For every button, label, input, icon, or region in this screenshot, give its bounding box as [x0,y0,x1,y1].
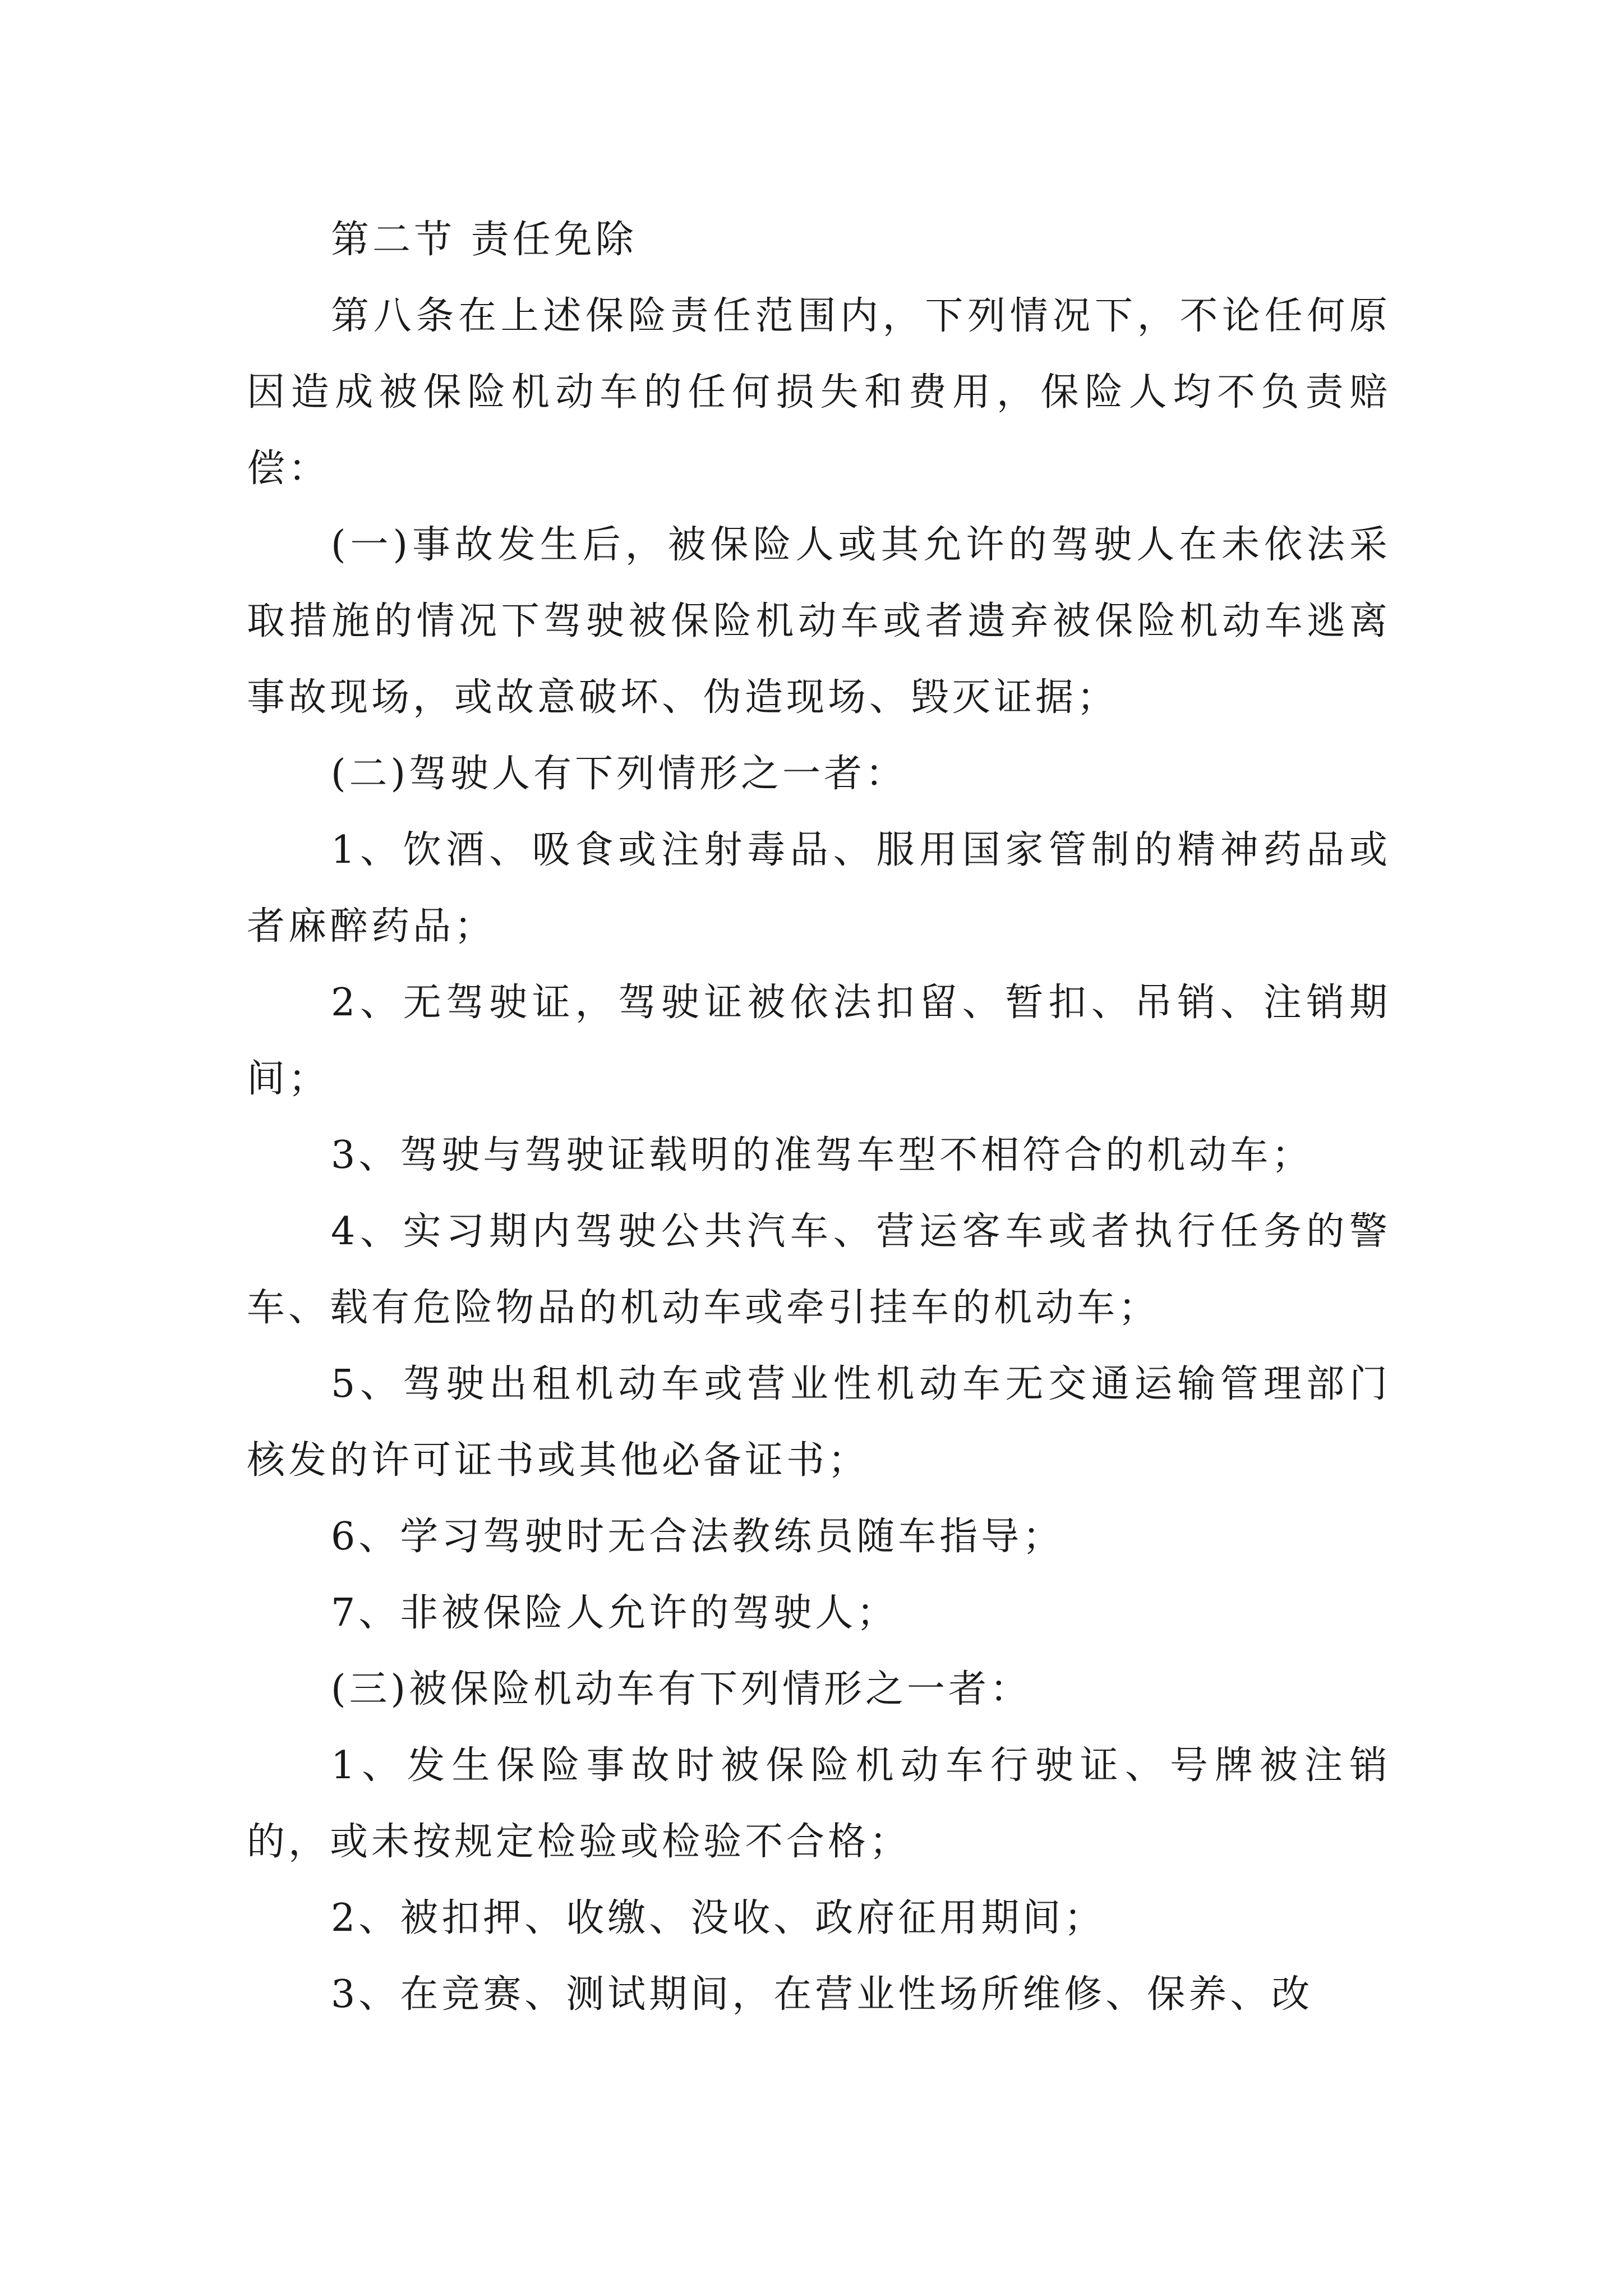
article-paragraph: 第八条在上述保险责任范围内，下列情况下，不论任何原因造成被保险机动车的任何损失和费用，保险人均不负责赔偿： [247,294,1391,491]
list-item: 1、发生保险事故时被保险机动车行驶证、号牌被注销的，或未按规定检验或检验不合格； [247,1743,1391,1864]
clause-paragraph: (二)驾驶人有下列情形之一者： [331,752,907,796]
list-item: 3、在竞赛、测试期间，在营业性场所维修、保养、改 [331,1972,1313,2017]
section-heading: 第二节 责任免除 [331,218,637,262]
list-item: 5、驾驶出租机动车或营业性机动车无交通运输管理部门核发的许可证书或其他必备证书； [247,1362,1391,1483]
document-body [247,202,1391,2033]
list-item: 4、实习期内驾驶公共汽车、营运客车或者执行任务的警车、载有危险物品的机动车或牵引挂车的机动车； [247,1209,1391,1330]
list-item: 1、饮酒、吸食或注射毒品、服用国家管制的精神药品或者麻醉药品； [247,828,1391,949]
clause-paragraph: (三)被保险机动车有下列情形之一者： [331,1667,1032,1711]
list-item: 3、驾驶与驾驶证载明的准驾车型不相符合的机动车； [331,1133,1313,1177]
clause-paragraph: (一)事故发生后，被保险人或其允许的驾驶人在未依法采取措施的情况下驾驶被保险机动车或者遗弃被保险机动车逃离事故现场，或故意破坏、伪造现场、毁灭证据； [247,523,1391,720]
list-item: 2、无驾驶证，驾驶证被依法扣留、暂扣、吊销、注销期间； [247,981,1391,1101]
list-item: 2、被扣押、收缴、没收、政府征用期间； [331,1896,1106,1940]
list-item: 6、学习驾驶时无合法教练员随车指导； [331,1515,1064,1559]
list-item: 7、非被保险人允许的驾驶人； [331,1591,898,1635]
